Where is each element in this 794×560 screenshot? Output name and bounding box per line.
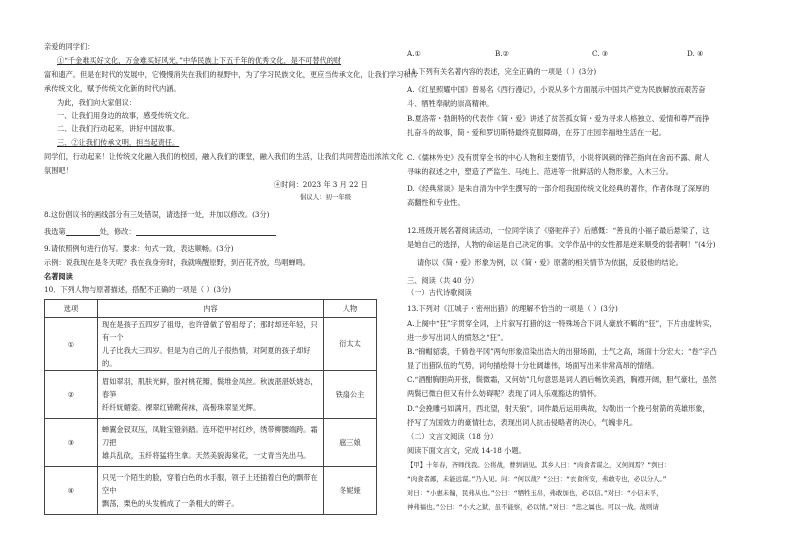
option-line: 寻味的叙述之中，塑造了严监生、马纯上、范进等一批鲜活的人物形象，入木三分。 [407,167,673,176]
option-line: 高翻性和专业性。 [407,198,465,207]
letter-line: ①“千金难买好文化，万金难买好风光，”中华民族上下五千年的优秀文化，是不可替代的财 [57,56,342,65]
option-cell: ④ [45,467,98,515]
option-d: D. ④ [687,49,704,58]
letter-line: 氛围吧！ [44,166,73,175]
fill-label: 我选第 [44,227,66,236]
table-row [45,419,377,467]
table-header: 内容 [98,300,324,318]
subsection-heading: （一）古代诗歌阅读 [407,288,472,297]
content-line: 现在是孩子五四岁了祖母，也许曾做了曾祖母了；那时却还年轻，只有一个 [102,320,318,342]
answer-blank[interactable] [136,227,276,236]
answer-blank[interactable] [66,227,100,236]
letter-line: 同学们，行动起来！让传统文化融入我们的校园，融入我们的课堂，融入我们的生活，让我们共同营造出浓浓文化 [44,152,404,161]
option-cell: ③ [45,419,98,467]
option-a: A.① [407,49,421,58]
question-9: 9.请依照例句进行仿写。要求：句式一致，表达顺畅。(3分) [44,244,234,253]
letter-line: 二、让我们行动起来，讲好中国故事。 [57,124,180,133]
table-row [45,371,377,419]
content-cell [98,419,324,467]
option-line: B.“锦帽貂裘，千骑卷平冈”两句形象渲染出浩大的出猎场面，士气之高，场面十分宏大；“卷”字凸 [407,347,717,356]
option-line: C.《儒林外史》没有贯穿全书的中心人物和主要情节，小说将讽刺的锋芒指向在舍而不露、耐人 [407,153,710,162]
letter-line: 三、②让我们传承文明，担当起责任。 [57,138,180,147]
passage-line: 【甲】十年春，齐师伐我。公将战，曹刿请见。其乡人曰：“肉食者谋之，又何间焉？”刿曰： [407,461,671,469]
option-line: B.夏洛蒂・勃朗特的代表作《简・爱》讲述了贫苦孤女简・爱为寻求人格独立、爱情和尊严而挣 [407,114,710,123]
proposal-signer: 倡议人：初一年级 [300,193,352,201]
table-header: 人物 [324,300,377,318]
content-line: 纤纤妩媚姿。裸翠红锦靴荷袜，高髻珠翠显光辉。 [102,403,261,412]
option-line: 斗、牺牲奉献的崇高精神。 [407,99,494,108]
character-cell: 衍太太 [324,318,377,371]
content-line: 儿子比我大三四岁。但是为自己的儿子很热情，对阿夏的孩子却好的。 [102,346,311,368]
content-cell [98,371,324,419]
content-line: 眉如翠羽，肌肤光鲜，脸衬桃花瓣，鬓堆金凤丝。秋波湛湛妖娆态，春笋 [102,377,318,399]
question-12: 12.班级开展名著阅读活动，一位同学读了《骆驼祥子》后感慨：“善良的小福子最后悬梁了，这 [407,226,710,235]
section-heading: 三、阅读（共 40 分） [407,276,479,285]
table-header: 选项 [45,300,98,318]
table-row [45,318,377,371]
question-10: 10．下列人物与原著描述，搭配不正确的一项是（ ）(3分) [44,285,231,294]
letter-line: 一、让我们用身边的故事，感受传统文化。 [57,111,194,120]
question-8: 8.这份倡议书的画线部分有三处错误，请选择一处，并加以修改。(3分) [44,210,270,219]
option-cell: ② [45,371,98,419]
fill-label: 处，修改： [99,227,136,236]
table-header-row [45,300,377,318]
content-cell [98,467,324,515]
content-line: 只见一个陌生的脸，穿着白色的水手服，领子上还插着白色的飘带在空中 [102,473,318,495]
option-line: 两鬓已微白但又有什么妨碍呢？表现了词人乐观豁达的情怀。 [407,389,602,398]
option-b: B.② [495,49,510,58]
question-11: 11.下列有关名著内容的表述，完全正确的一项是（ ）(3分) [407,67,597,76]
question-12-line: 是她自己的选择，人物的命运是自己决定的事。文学作品中的女性都是逆来顺受的弱者啊！”(4分) [407,240,716,249]
proposal-date: ④时间：2023 年 3 月 22 日 [274,180,368,189]
letter-line: 富和遗产。但是在时代的发展中，它慢慢消失在我们的视野中，为了学习民族文化，更应当传承文化，让我们学习和传 [44,70,418,79]
content-cell [98,318,324,371]
option-line: D.“会挽雕弓如满月，西北望，射天狼”，词作最后运用典故，勾勒出一个挽弓射箭的英雄形象， [407,404,710,413]
table-row [45,467,377,515]
passage-line: 对曰：“小惠未徧，民弗从也。”公曰：“牺牲玉帛，弗敢加也，必以信。”对曰：“小信未孚， [407,489,663,497]
option-line: 扎奋斗的故事，简・爱和罗切斯特最终克服障碍，在芬丁庄园幸福地生活在一起。 [407,128,666,137]
option-line: 抒写了为国效力的豪情壮志，表现出词人抗击侵略者的决心，气魄非凡。 [407,418,638,427]
character-cell: 冬妮娅 [324,467,377,515]
question-9-example: 示例：说我现在是冬天呢？我在我身旁时，我就唤醒原野，到百花齐放，鸟唱蝉鸣。 [44,258,310,267]
option-line: 进一步写出词人的愤怒之“狂”。 [407,333,508,342]
subsection-heading: （二）文言文阅读（18 分） [407,432,498,441]
option-line: A.上阕中“狂”字贯穿全词，上片叙写打猎的这一特殊场合下词人豪放不羁的“狂”，下片由虚转实， [407,319,717,328]
reading-instruction: 阅读下面文言文，完成 14-18 小题。 [407,446,526,455]
option-line: C.“酒酣胸胆尚开张，鬓微霜，又何妨”几句意思是词人酒后畅饮美酒，胸襟开阔，胆气豪壮，虽然 [407,375,717,384]
passage-line: “肉食者鄙，未能远谋。”乃入见。问：“何以战？”公曰：“衣食所安，弗敢专也，必以分人。” [407,475,667,483]
section-heading: 名著阅读 [44,272,73,281]
option-line: A.《红星照耀中国》曾易名《西行漫记》，小说从多个方面展示中国共产党为民族解放而艰苦奋 [407,85,706,94]
letter-line: 为此，我们向大家倡议： [57,98,137,107]
character-cell: 铁扇公主 [324,371,377,419]
question-8-fill [44,227,276,236]
option-c: C. ③ [592,49,609,58]
option-line: 显了出猎队伍的气势，词句描绘得十分壮阔雄伟，场面写出来非常高昂的情绪。 [407,361,659,370]
letter-line: 承传统文化，赋予传统文化新的时代内涵。 [44,84,181,93]
question-10-table [44,299,377,515]
question-12-task: 请你以《简・爱》形象为例，以《简・爱》原著的相关情节为依据，反驳他的结论。 [417,258,683,267]
content-line: 飘荡，栗色的头发梳成了一条粗大的辫子。 [102,499,239,508]
character-cell: 扈三娘 [324,419,377,467]
passage-line: 神弗福也。”公曰：“小大之狱，虽不能察，必以情。”对曰：“忠之属也。可以一战。战则请 [407,503,659,511]
option-line: D.《经典常谈》是朱自清为中学生撰写的一部介绍我国传统文化经典的著作，作者体现了深厚的 [407,184,710,193]
content-line: 蝉翼金钗双压，凤鞋宝镫斜踏。连环铠甲衬红纱，绣带柳腰端跨。霜刀把 [102,425,318,447]
content-line: 雄兵乱砍，玉纤将猛将生拿。天然美貌海棠花，一丈青当先出马。 [102,451,311,460]
greeting: 亲爱的同学们： [44,42,95,51]
question-13: 13.下列对《江城子・密州出猎》的理解不恰当的一项是（ ）(3分) [407,304,618,313]
option-cell: ① [45,318,98,371]
